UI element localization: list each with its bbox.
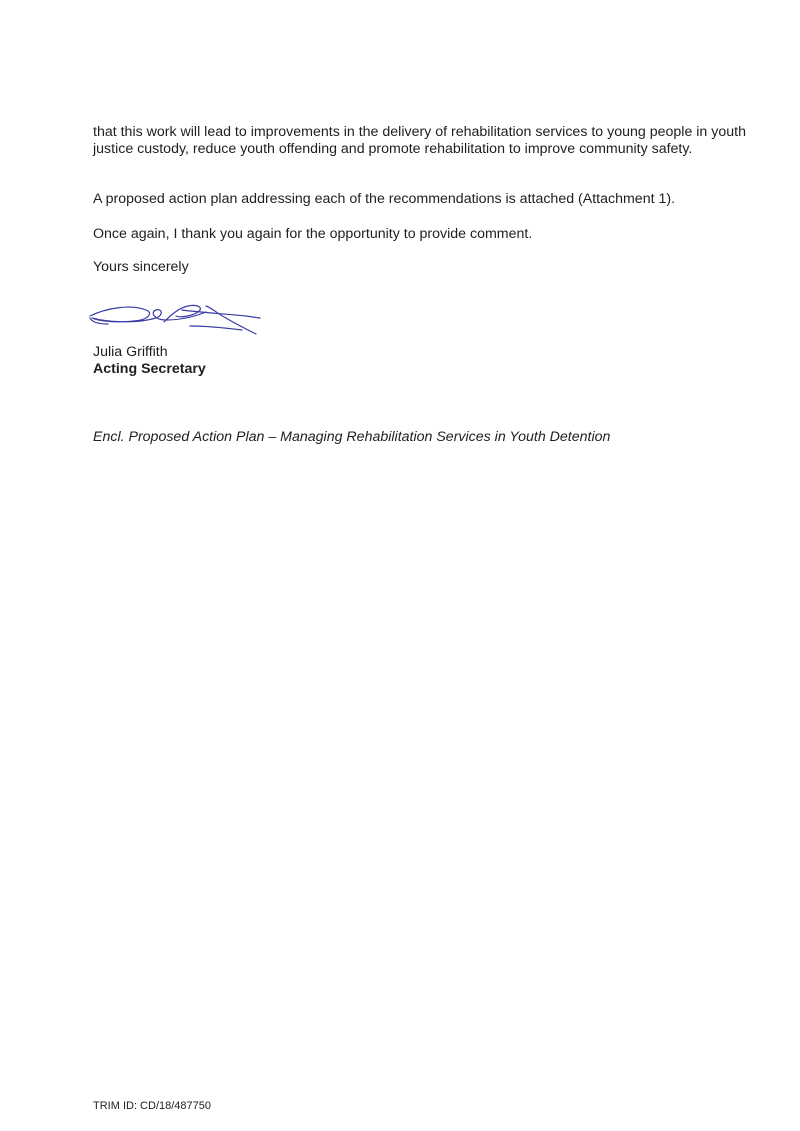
body-paragraph-3: Once again, I thank you again for the opportunity to provide comment. <box>93 226 533 242</box>
body-paragraph-2: A proposed action plan addressing each of the recommendations is attached (Attachment 1). <box>93 191 676 207</box>
closing-salutation: Yours sincerely <box>93 259 189 275</box>
signer-name: Julia Griffith <box>93 344 168 360</box>
trim-id-footer: TRIM ID: CD/18/487750 <box>93 1100 211 1112</box>
handwritten-signature <box>86 296 266 342</box>
body-paragraph-1: that this work will lead to improvements in the delivery of rehabilitation services to young people in youth justice custody, reduce youth offending and promote rehabilitation to improve community safety. <box>93 124 746 157</box>
enclosure-note: Encl. Proposed Action Plan – Managing Rehabilitation Services in Youth Detention <box>93 429 611 445</box>
signer-title: Acting Secretary <box>93 361 206 377</box>
